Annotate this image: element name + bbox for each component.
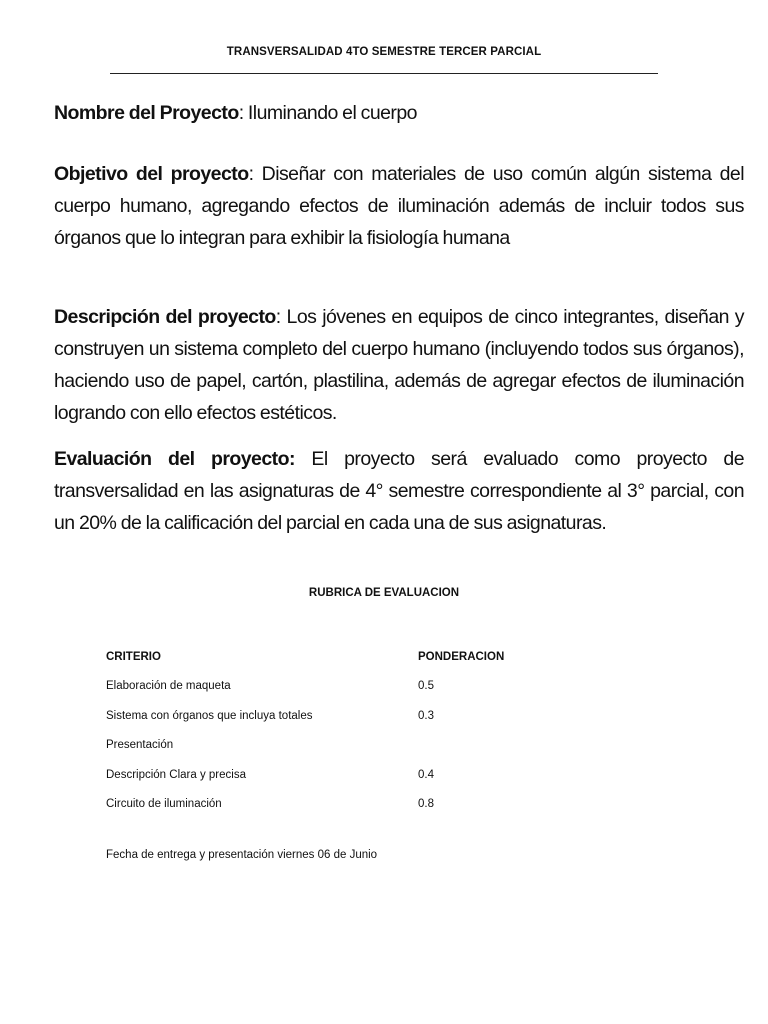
rubric-title: RUBRICA DE EVALUACION bbox=[308, 587, 460, 599]
project-name-section bbox=[54, 97, 744, 129]
rubric-header-criterio: CRITERIO bbox=[106, 650, 161, 663]
project-objective-label: Objetivo del proyecto bbox=[54, 163, 249, 185]
rubric-row bbox=[106, 731, 626, 761]
project-description-section bbox=[54, 301, 744, 429]
rubric-ponderacion-cell: 0.4 bbox=[418, 768, 434, 781]
project-objective-section bbox=[54, 158, 744, 254]
rubric-row bbox=[106, 790, 626, 820]
delivery-date-note: Fecha de entrega y presentación viernes 06 de Junio bbox=[106, 849, 378, 861]
rubric-ponderacion-cell: 0.3 bbox=[418, 709, 434, 722]
rubric-header-ponderacion: PONDERACION bbox=[418, 650, 505, 663]
project-name-value: : Iluminando el cuerpo bbox=[238, 102, 417, 124]
project-evaluation-text: El proyecto será evaluado como proyecto de transversalidad en las asignaturas de 4° semestre correspondiente al 3° parcial, con un 20% de la calificación del parcial en cada una de sus asignaturas. bbox=[54, 448, 744, 534]
document-header-title: TRANSVERSALIDAD 4TO SEMESTRE TERCER PARCIAL bbox=[226, 46, 542, 58]
rubric-criterio-cell: Circuito de iluminación bbox=[106, 798, 222, 811]
project-name-label: Nombre del Proyecto bbox=[54, 102, 239, 124]
header-divider bbox=[110, 73, 658, 74]
project-description-label: Descripción del proyecto bbox=[54, 306, 276, 328]
rubric-criterio-cell: Presentación bbox=[106, 739, 174, 752]
rubric-ponderacion-cell: 0.8 bbox=[418, 798, 434, 811]
project-objective-text: : Diseñar con materiales de uso común algún sistema del cuerpo humano, agregando efectos de iluminación además de incluir todos sus órganos que lo integran para exhibir la fisiología humana bbox=[54, 163, 744, 249]
rubric-row bbox=[106, 760, 626, 790]
rubric-criterio-cell: Descripción Clara y precisa bbox=[106, 768, 246, 781]
project-evaluation-section bbox=[54, 443, 744, 539]
rubric-ponderacion-cell: 0.5 bbox=[418, 680, 434, 693]
rubric-criterio-cell: Sistema con órganos que incluya totales bbox=[106, 709, 313, 722]
rubric-table bbox=[106, 642, 626, 819]
rubric-header-row bbox=[106, 642, 626, 672]
project-evaluation-label: Evaluación del proyecto: bbox=[54, 448, 295, 470]
rubric-row bbox=[106, 701, 626, 731]
project-description-text: : Los jóvenes en equipos de cinco integrantes, diseñan y construyen un sistema completo del cuerpo humano (incluyendo todos sus órganos), haciendo uso de papel, cartón, plastilina, además de agregar efectos de iluminación logrando con ello efectos estéticos. bbox=[54, 306, 744, 424]
rubric-criterio-cell: Elaboración de maqueta bbox=[106, 680, 231, 693]
rubric-row bbox=[106, 672, 626, 702]
